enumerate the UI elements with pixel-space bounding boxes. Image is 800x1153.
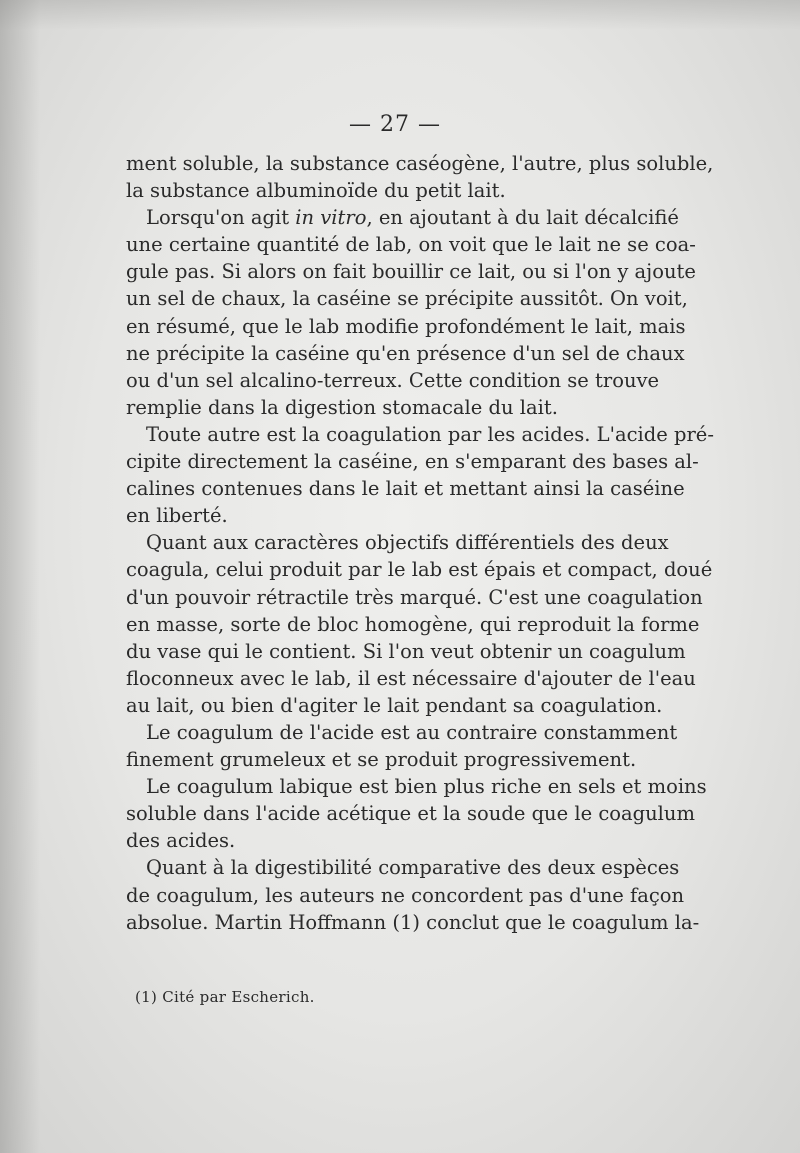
text-line: gule pas. Si alors on fait bouillir ce lait, ou si l'on y ajoute: [126, 260, 696, 284]
text-line: en liberté.: [126, 504, 228, 528]
text-line: cipite directement la caséine, en s'emparant des bases al-: [126, 450, 699, 474]
text-line: un sel de chaux, la caséine se précipite aussitôt. On voit,: [126, 287, 688, 311]
text-line: en masse, sorte de bloc homogène, qui reproduit la forme: [126, 612, 700, 636]
text-line: au lait, ou bien d'agiter le lait pendant sa coagulation.: [126, 693, 663, 717]
text-line: absolue. Martin Hoffmann (1) conclut que le coagulum la-: [126, 910, 700, 934]
text-line: soluble dans l'acide acétique et la soude que le coagulum: [126, 802, 695, 826]
text-line: Lorsqu'on agit in vitro, en ajoutant à du lait décalcifié: [146, 206, 679, 230]
footnote: (1) Cité par Escherich.: [135, 988, 315, 1006]
text-line: du vase qui le contient. Si l'on veut obtenir un coagulum: [126, 639, 686, 663]
text-line: Quant à la digestibilité comparative des deux espèces: [146, 856, 680, 880]
text-line: floconneux avec le lab, il est nécessaire d'ajouter de l'eau: [126, 666, 696, 690]
page-number: — 27 —: [349, 112, 441, 137]
text-line: des acides.: [126, 829, 236, 853]
text-line: une certaine quantité de lab, on voit que le lait ne se coa-: [126, 233, 696, 257]
text-line: ne précipite la caséine qu'en présence d'un sel de chaux: [126, 341, 685, 365]
body-text: [126, 150, 714, 936]
text-line: Le coagulum labique est bien plus riche en sels et moins: [146, 775, 707, 799]
text-line: coagula, celui produit par le lab est épais et compact, doué: [126, 558, 713, 582]
text-line: d'un pouvoir rétractile très marqué. C'est une coagulation: [126, 585, 703, 609]
text-line: ou d'un sel alcalino-terreux. Cette condition se trouve: [126, 368, 660, 392]
text-line: Quant aux caractères objectifs différentiels des deux: [146, 531, 669, 555]
text-line: calines contenues dans le lait et mettant ainsi la caséine: [126, 477, 685, 501]
page-top-shadow: [0, 0, 800, 30]
text-line: en résumé, que le lab modifie profondément le lait, mais: [126, 314, 686, 338]
text-line: de coagulum, les auteurs ne concordent pas d'une façon: [126, 883, 685, 907]
text-line: ment soluble, la substance caséogène, l'autre, plus soluble,: [126, 152, 714, 175]
text-line: remplie dans la digestion stomacale du lait.: [126, 395, 558, 419]
text-line: la substance albuminoïde du petit lait.: [126, 179, 506, 203]
text-line: Toute autre est la coagulation par les acides. L'acide pré-: [146, 422, 714, 446]
text-line: finement grumeleux et se produit progressivement.: [126, 748, 637, 772]
text-line: Le coagulum de l'acide est au contraire constamment: [146, 720, 678, 744]
page-edge-shadow: [0, 0, 40, 1153]
